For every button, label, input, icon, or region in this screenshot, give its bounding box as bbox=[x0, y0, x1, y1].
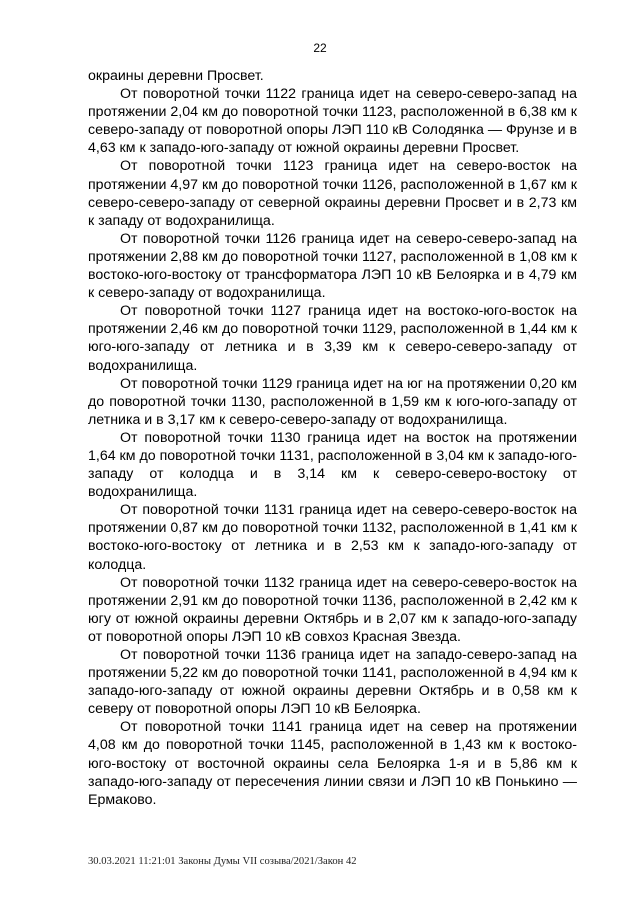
paragraph: От поворотной точки 1132 граница идет на северо-северо-восток на протяжении 2,91 км до поворотной точки 1136, расположенной в 2,42 км к югу от южной окраины деревни Октябрь и в 2,07 км к западо-юго-западу от поворотной опоры ЛЭП 10 кВ совхоз Красная Звезда. bbox=[88, 574, 577, 645]
page-number: 22 bbox=[313, 41, 327, 55]
paragraph: От поворотной точки 1130 граница идет на восток на протяжении 1,64 км до поворотной точки 1131, расположенной в 3,04 км к западо-юго-западу от колодца и в 3,14 км к северо-северо-востоку от водохранилища. bbox=[88, 429, 577, 501]
document-footer: 30.03.2021 11:21:01 Законы Думы VII созыва/2021/Закон 42 bbox=[88, 856, 357, 867]
document-body bbox=[88, 67, 577, 809]
paragraph: От поворотной точки 1122 граница идет на северо-северо-запад на протяжении 2,04 км до поворотной точки 1123, расположенной в 6,38 км к северо-западу от поворотной опоры ЛЭП 110 кВ Солодянка — Фрунзе и в 4,63 км к западо-юго-западу от южной окраины деревни Просвет. bbox=[88, 86, 577, 157]
paragraph: От поворотной точки 1129 граница идет на юг на протяжении 0,20 км до поворотной точки 1130, расположенной в 1,59 км к юго-юго-западу от летника и в 3,17 км к северо-северо-западу от водохранилища. bbox=[88, 375, 577, 428]
paragraph: От поворотной точки 1123 граница идет на северо-восток на протяжении 4,97 км до поворотной точки 1126, расположенной в 1,67 км к северо-северо-западу от северной окраины деревни Просвет и в 2,73 км к западу от водохранилища. bbox=[88, 158, 577, 229]
paragraph: окраины деревни Просвет. bbox=[88, 68, 264, 84]
paragraph: От поворотной точки 1136 граница идет на западо-северо-запад на протяжении 5,22 км до поворотной точки 1141, расположенной в 4,94 км к западо-юго-западу от южной окраины деревни Октябрь и в 0,58 км к северу от поворотной опоры ЛЭП 10 кВ Белоярка. bbox=[88, 647, 577, 718]
paragraph: От поворотной точки 1131 граница идет на северо-северо-восток на протяжении 0,87 км до поворотной точки 1132, расположенной в 1,41 км к востоко-юго-востоку от летника и в 2,53 км к западо-юго-западу от колодца. bbox=[88, 502, 577, 573]
paragraph: От поворотной точки 1141 граница идет на север на протяжении 4,08 км до поворотной точки 1145, расположенной в 1,43 км к востоко-юго-востоку от восточной окраины села Белоярка 1-я и в 5,86 км к западо-юго-западу от пересечения линии связи и ЛЭП 10 кВ Понькино — Ермаково. bbox=[88, 719, 577, 808]
paragraph: От поворотной точки 1126 граница идет на северо-северо-запад на протяжении 2,88 км до поворотной точки 1127, расположенной в 1,08 км к востоко-юго-востоку от трансформатора ЛЭП 10 кВ Белоярка и в 4,79 км к северо-западу от водохранилища. bbox=[88, 230, 577, 302]
paragraph: От поворотной точки 1127 граница идет на востоко-юго-восток на протяжении 2,46 км до поворотной точки 1129, расположенной в 1,44 км к юго-юго-западу от летника и в 3,39 км к северо-северо-западу от водохранилища. bbox=[88, 303, 577, 374]
